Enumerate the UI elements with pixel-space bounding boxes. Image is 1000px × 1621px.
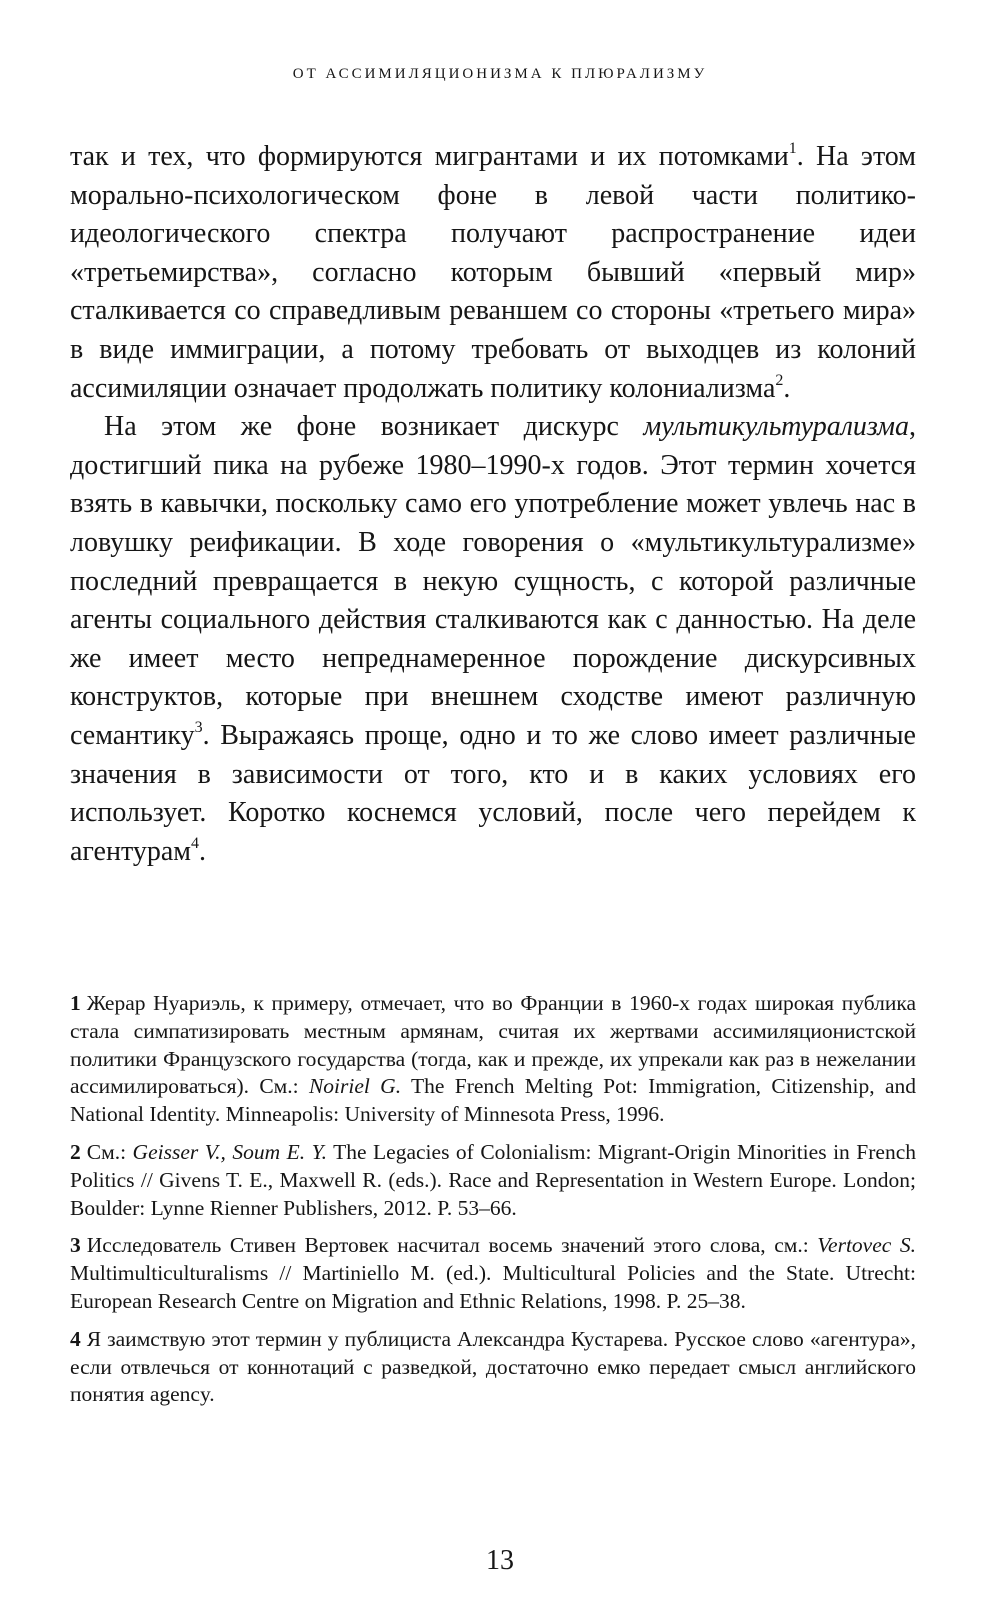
footnote-author: Vertovec S.	[817, 1233, 916, 1258]
footnote-text: Я заимствую этот термин у публициста Александра Кустарева. Русское слово «агентура», если отвлечься от коннотаций с разведкой, достаточно емко передает смысл английского понятия agency.	[70, 1326, 916, 1407]
footnote-number: 4	[70, 1326, 81, 1351]
footnote-ref-3[interactable]: 3	[194, 718, 203, 736]
paragraph-2-text-d: .	[198, 835, 206, 867]
main-text	[70, 138, 916, 871]
paragraph-1-text-a: так и тех, что формируются мигрантами и их потомками	[70, 141, 789, 172]
footnote-1	[70, 990, 916, 1129]
footnote-author: Geisser V., Soum E. Y.	[132, 1139, 327, 1164]
footnote-author: Noiriel G.	[308, 1074, 402, 1099]
paragraph-2-text-a: На этом же фоне возникает дискурс	[104, 411, 644, 443]
paragraph-2-text-c: . Выражаясь проще, одно и то же слово имеет различные значения в зависимости от того, кто и в каких условиях его использует. Коротко коснемся условий, после чего перейдем к агентурам	[70, 719, 916, 867]
footnote-3	[70, 1232, 916, 1315]
footnote-number: 2	[70, 1139, 81, 1164]
footnote-text: См.:	[86, 1139, 133, 1164]
footnote-number: 1	[70, 991, 81, 1015]
paragraph-2	[70, 408, 916, 871]
paragraph-1-text-b: . На этом морально-психологическом фоне в левой части политико-идеологического спектра получают распространение идеи «третьемирства», согласно которым бывший «первый мир» сталкивается со справедливым реваншем со стороны «третьего мира» в виде иммиграции, а потому требовать от выходцев из колоний ассимиляции означает продолжать политику колониализма	[70, 141, 916, 404]
paragraph-1-text-c: .	[783, 372, 791, 404]
paragraph-1	[70, 138, 916, 408]
footnote-4	[70, 1326, 916, 1409]
footnote-ref-4[interactable]: 4	[190, 834, 199, 852]
footnote-citation: The Legacies of Colonialism: Migrant-Origin Minorities in French Politics // Givens T. E., Maxwell R. (eds.). Race and Representation in Western Europe. London; Boulder: Lynne Rienner Publishers, 2012. P. 53–66.	[70, 1139, 916, 1220]
footnote-ref-1[interactable]: 1	[788, 140, 797, 157]
page-number: 13	[486, 1545, 514, 1576]
paragraph-2-text-b: , достигший пика на рубеже 1980–1990-х годов. Этот термин хочется взять в кавычки, поскольку само его употребление может увлечь нас в ловушку реификации. В ходе говорения о «мультикультурализме» последний превращается в некую сущность, с которой различные агенты социального действия сталкиваются как с данностью. На деле же имеет место непреднамеренное порождение дискурсивных конструктов, которые при внешнем сходстве имеют различную семантику	[70, 411, 916, 751]
footnote-citation: Multimulticulturalisms // Martiniello M. (ed.). Multicultural Policies and the State. Utrecht: European Research Centre on Migration and Ethnic Relations, 1998. P. 25–38.	[70, 1261, 916, 1313]
running-head: ОТ АССИМИЛЯЦИОНИЗМА К ПЛЮРАЛИЗМУ	[292, 66, 708, 82]
footnote-2	[70, 1139, 916, 1222]
footnote-ref-2[interactable]: 2	[775, 371, 784, 389]
footnotes	[70, 990, 916, 1419]
footnote-text: Исследователь Стивен Вертовек насчитал восемь значений этого слова, см.:	[86, 1233, 818, 1258]
footnote-text: Жерар Нуариэль, к примеру, отмечает, что во Франции в 1960-х годах широкая публика стала симпатизировать местным армянам, считая их жертвами ассимиляционистской политики Французского государства (тогда, как и прежде, их упрекали как раз в нежелании ассимилироваться). См.:	[70, 991, 916, 1099]
footnote-number: 3	[70, 1233, 81, 1258]
footnote-citation: The French Melting Pot: Immigration, Citizenship, and National Identity. Minneapolis: University of Minnesota Press, 1996.	[70, 1074, 916, 1127]
italic-term: мультикультурализма	[643, 411, 909, 443]
